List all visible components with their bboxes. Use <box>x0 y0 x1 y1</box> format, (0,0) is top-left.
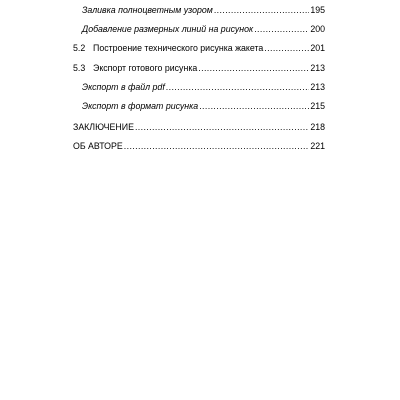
toc-entry-page: 201 <box>310 43 325 53</box>
dot-leader <box>199 101 309 112</box>
toc-entry-title: Добавление размерных линий на рисунок <box>82 24 254 34</box>
dot-leader <box>198 63 309 74</box>
toc-entry-page: 221 <box>310 141 325 151</box>
toc-entry[interactable] <box>82 82 325 93</box>
dot-leader <box>166 82 310 93</box>
toc-entry[interactable] <box>82 5 325 16</box>
toc-entry-page: 218 <box>310 122 325 132</box>
toc-entry[interactable] <box>73 63 325 74</box>
toc-entry[interactable] <box>73 122 325 133</box>
toc-entry-title: Построение технического рисунка жакета <box>93 43 264 53</box>
dot-leader <box>254 24 309 35</box>
toc-entry-title: Экспорт в файл pdf <box>82 82 165 92</box>
toc-entry-page: 213 <box>310 63 325 73</box>
toc-entry-title: ОБ АВТОРЕ <box>73 141 123 151</box>
toc-entry[interactable] <box>73 43 325 54</box>
dot-leader <box>214 5 310 16</box>
dot-leader <box>264 43 309 54</box>
toc-entry-page: 215 <box>310 101 325 111</box>
toc-entry-page: 200 <box>310 24 325 34</box>
toc-entry-title: Экспорт в формат рисунка <box>82 101 199 111</box>
toc-entry-title: Экспорт готового рисунка <box>93 63 198 73</box>
dot-leader <box>124 141 310 152</box>
toc-entry-number: 5.3 <box>73 63 86 73</box>
dot-leader <box>135 122 309 133</box>
toc-entry-number: 5.2 <box>73 43 86 53</box>
toc-entry[interactable] <box>82 24 325 35</box>
toc-entry[interactable] <box>82 101 325 112</box>
toc-entry-page: 213 <box>310 82 325 92</box>
toc-entry-title: Заливка полноцветным узором <box>82 5 213 15</box>
toc-entry-page: 195 <box>310 5 325 15</box>
toc-entry[interactable] <box>73 141 325 152</box>
toc-entry-title: ЗАКЛЮЧЕНИЕ <box>73 122 134 132</box>
